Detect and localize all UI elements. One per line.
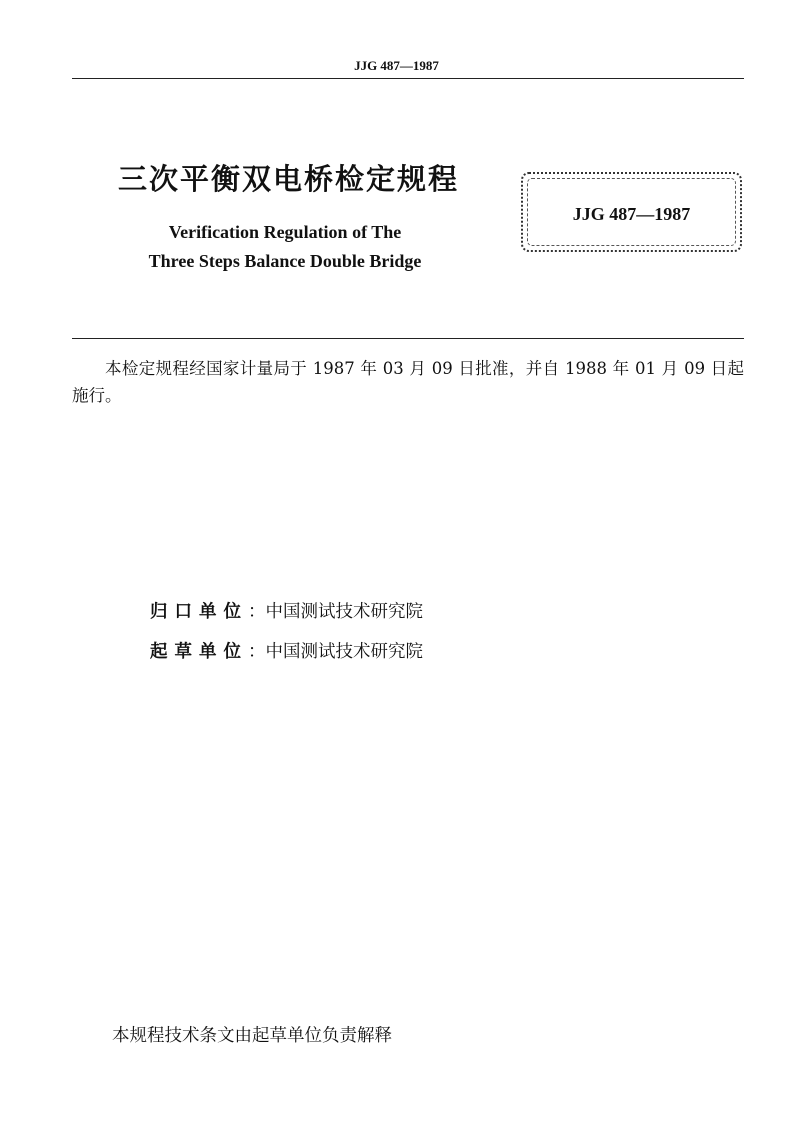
title-divider [72,338,744,339]
standard-code-box [521,172,742,252]
responsible-unit-row [150,598,423,623]
header-standard-code: JJG 487—1987 [354,58,439,73]
drafting-unit-value: 中国测试技术研究院 [265,642,423,662]
title-chinese: 三次平衡双电桥检定规程 [118,162,460,196]
responsible-unit-label: 归口单位 [150,602,248,622]
code-box-text: JJG 487—1987 [572,204,691,224]
drafting-unit-colon: ： [248,642,266,662]
title-english-line2: Three Steps Balance Double Bridge [148,251,422,271]
title-english-line1: Verification Regulation of The [168,222,402,242]
responsible-unit-colon: ： [248,602,266,622]
drafting-unit-row [150,638,423,663]
footer-note: 本规程技术条文由起草单位负责解释 [112,1026,392,1046]
drafting-unit-label: 起草单位 [150,642,248,662]
header-divider [72,78,744,79]
responsible-unit-value: 中国测试技术研究院 [265,602,423,622]
approval-paragraph: 本检定规程经国家计量局于 1987 年 03 月 09 日批准，并自 1988 年 01 月 09 日起施行。 [72,359,744,405]
